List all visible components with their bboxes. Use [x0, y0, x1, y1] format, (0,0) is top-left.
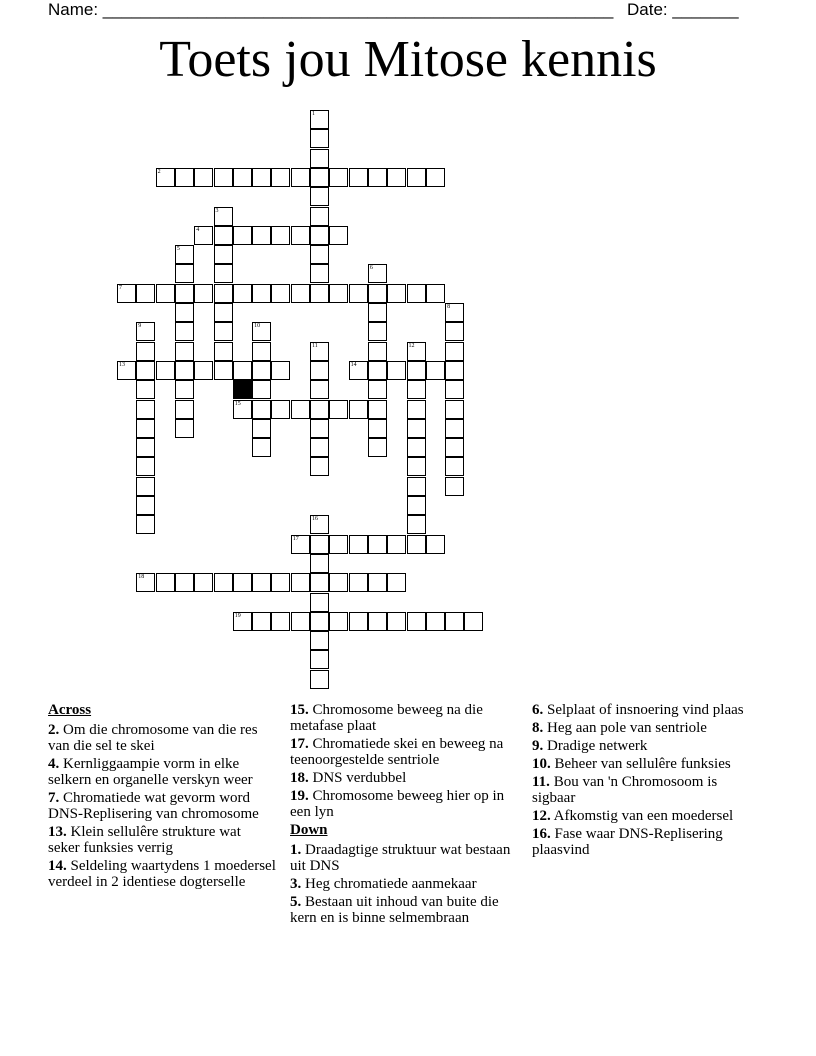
crossword-cell[interactable]: [136, 515, 155, 534]
crossword-cell[interactable]: [175, 322, 194, 341]
crossword-cell[interactable]: [445, 361, 464, 380]
crossword-cell[interactable]: [310, 284, 329, 303]
crossword-cell[interactable]: [368, 361, 387, 380]
crossword-cell[interactable]: [233, 361, 252, 380]
crossword-cell[interactable]: [310, 457, 329, 476]
crossword-cell[interactable]: [136, 400, 155, 419]
crossword-cell[interactable]: [368, 535, 387, 554]
crossword-cell[interactable]: [252, 438, 271, 457]
clue-number: 13.: [48, 824, 67, 840]
down-clue: [532, 738, 762, 754]
across-clue: [48, 756, 276, 788]
crossword-cell[interactable]: [233, 400, 252, 419]
crossword-cell[interactable]: [445, 342, 464, 361]
crossword-cell[interactable]: [310, 168, 329, 187]
crossword-cell[interactable]: [368, 612, 387, 631]
crossword-cell[interactable]: [407, 515, 426, 534]
clue-text: Chromosome beweeg na die metafase plaat: [290, 702, 483, 734]
crossword-cell[interactable]: [368, 342, 387, 361]
cell-number: 11: [312, 342, 318, 349]
crossword-cell[interactable]: [310, 207, 329, 226]
crossword-cell[interactable]: [156, 284, 175, 303]
crossword-cell[interactable]: [426, 168, 445, 187]
crossword-cell[interactable]: [445, 303, 464, 322]
crossword-cell[interactable]: [310, 554, 329, 573]
crossword-cell[interactable]: [252, 612, 271, 631]
crossword-cell[interactable]: [349, 535, 368, 554]
clue-text: Kernliggaampie vorm in elke selkern en organelle verskyn weer: [48, 756, 253, 788]
crossword-cell[interactable]: [329, 612, 348, 631]
crossword-cell[interactable]: [445, 322, 464, 341]
cell-number: 12: [408, 342, 415, 349]
crossword-cell[interactable]: [156, 361, 175, 380]
clue-text: Seldeling waartydens 1 moedersel verdeel in 2 identiese dogterselle: [48, 858, 276, 890]
crossword-cell[interactable]: [445, 380, 464, 399]
crossword-cell[interactable]: [407, 400, 426, 419]
page-title: Toets jou Mitose kennis: [159, 31, 657, 88]
across-clue: [290, 770, 518, 786]
clue-number: 6.: [532, 702, 544, 718]
crossword-cell[interactable]: [310, 612, 329, 631]
crossword-cell[interactable]: [117, 284, 136, 303]
across-heading: Across: [48, 702, 92, 718]
cell-number: 2: [157, 168, 161, 175]
crossword-cell[interactable]: [329, 573, 348, 592]
crossword-cell[interactable]: [426, 535, 445, 554]
crossword-cell[interactable]: [368, 419, 387, 438]
down-clue: [290, 894, 518, 926]
crossword-cell[interactable]: [368, 303, 387, 322]
crossword-cell[interactable]: [252, 168, 271, 187]
cell-number: 17: [292, 535, 299, 542]
crossword-cell[interactable]: [310, 438, 329, 457]
crossword-cell[interactable]: [310, 515, 329, 534]
crossword-cell[interactable]: [426, 284, 445, 303]
crossword-cell[interactable]: [214, 264, 233, 283]
clue-number: 17.: [290, 736, 309, 752]
crossword-cell[interactable]: [445, 400, 464, 419]
crossword-cell[interactable]: [136, 438, 155, 457]
clues-column-2: [290, 702, 518, 928]
name-field-label: Name: ______________________________________________________: [48, 0, 614, 19]
crossword-cell[interactable]: [310, 400, 329, 419]
crossword-cell[interactable]: [349, 573, 368, 592]
crossword-cell[interactable]: [426, 612, 445, 631]
cell-number: 18: [138, 574, 145, 581]
crossword-cell[interactable]: [310, 535, 329, 554]
crossword-cell[interactable]: [329, 535, 348, 554]
down-clue: [532, 756, 762, 772]
clue-text: Om die chromosome van die res van die sel te skei: [48, 722, 258, 754]
crossword-cell[interactable]: [387, 361, 406, 380]
crossword-cell[interactable]: [445, 419, 464, 438]
cell-number: 13: [119, 361, 125, 368]
crossword-cell[interactable]: [407, 535, 426, 554]
crossword-cell[interactable]: [464, 612, 483, 631]
crossword-cell[interactable]: [368, 264, 387, 283]
cell-number: 6: [369, 265, 373, 272]
crossword-cell[interactable]: [233, 573, 252, 592]
crossword-cell[interactable]: [310, 129, 329, 148]
crossword-cell[interactable]: [175, 342, 194, 361]
crossword-cell[interactable]: [136, 496, 155, 515]
crossword-cell[interactable]: [214, 573, 233, 592]
crossword-cell[interactable]: [407, 477, 426, 496]
crossword-cell[interactable]: [407, 419, 426, 438]
clue-text: Selplaat of insnoering vind plaas: [543, 702, 744, 718]
crossword-cell[interactable]: [387, 573, 406, 592]
crossword-cell[interactable]: [310, 650, 329, 669]
crossword-cell[interactable]: [291, 284, 310, 303]
crossword-cell[interactable]: [175, 168, 194, 187]
crossword-cell[interactable]: [252, 400, 271, 419]
crossword-cell[interactable]: [252, 419, 271, 438]
crossword-cell[interactable]: [310, 264, 329, 283]
down-clue: [290, 876, 518, 892]
crossword-cell[interactable]: [136, 322, 155, 341]
down-clue: [290, 842, 518, 874]
crossword-cell[interactable]: [214, 303, 233, 322]
crossword-cell[interactable]: [445, 612, 464, 631]
crossword-cell[interactable]: [349, 612, 368, 631]
crossword-cell[interactable]: [233, 284, 252, 303]
crossword-cell[interactable]: [310, 342, 329, 361]
clue-text: Beheer van sellulêre funksies: [550, 756, 731, 772]
crossword-cell[interactable]: [368, 284, 387, 303]
across-clue: [48, 722, 276, 754]
crossword-cell[interactable]: [175, 303, 194, 322]
crossword-cell[interactable]: [194, 226, 213, 245]
crossword-cell[interactable]: [136, 361, 155, 380]
down-clue: [532, 702, 762, 718]
crossword-cell[interactable]: [252, 361, 271, 380]
cell-number: 15: [234, 400, 241, 407]
down-clue: [532, 774, 762, 806]
crossword-cell[interactable]: [136, 573, 155, 592]
across-clue: [290, 788, 518, 820]
cell-number: 1: [312, 111, 315, 117]
crossword-cell[interactable]: [271, 612, 290, 631]
blocked-cell: [233, 380, 252, 399]
crossword-cell[interactable]: [407, 380, 426, 399]
crossword-cell[interactable]: [387, 284, 406, 303]
clue-text: Bou van 'n Chromosoom is sigbaar: [532, 774, 718, 806]
crossword-cell[interactable]: [349, 361, 368, 380]
crossword-cell[interactable]: [136, 380, 155, 399]
crossword-cell[interactable]: [368, 438, 387, 457]
date-field-label: Date: _______: [627, 0, 739, 19]
clue-text: Chromatiede skei en beweeg na teenoorgestelde sentriole: [290, 736, 504, 768]
crossword-cell[interactable]: [407, 284, 426, 303]
crossword-cell[interactable]: [271, 226, 290, 245]
crossword-cell[interactable]: [233, 168, 252, 187]
crossword-cell[interactable]: [117, 361, 136, 380]
crossword-cell[interactable]: [252, 284, 271, 303]
crossword-cell[interactable]: [136, 284, 155, 303]
crossword-cell[interactable]: [271, 400, 290, 419]
crossword-cell[interactable]: [445, 457, 464, 476]
clue-number: 16.: [532, 826, 551, 842]
crossword-cell[interactable]: [368, 168, 387, 187]
crossword-cell[interactable]: [136, 477, 155, 496]
down-clue: [532, 826, 762, 858]
across-clue: [48, 790, 276, 822]
crossword-cell[interactable]: [175, 419, 194, 438]
crossword-cell[interactable]: [194, 361, 213, 380]
crossword-cell[interactable]: [368, 380, 387, 399]
clue-number: 1.: [290, 842, 302, 858]
across-clue: [290, 736, 518, 768]
down-heading: Down: [290, 822, 328, 838]
clues-column-3: [532, 702, 762, 860]
crossword-cell[interactable]: [445, 477, 464, 496]
crossword-cell[interactable]: [136, 419, 155, 438]
clue-text: Heg aan pole van sentriole: [543, 720, 707, 736]
crossword-cell[interactable]: [310, 631, 329, 650]
cell-number: 14: [350, 361, 357, 368]
crossword-cell[interactable]: [310, 245, 329, 264]
cell-number: 16: [312, 516, 318, 523]
crossword-cell[interactable]: [407, 457, 426, 476]
clue-text: Draadagtige struktuur wat bestaan uit DNS: [290, 842, 511, 874]
clue-text: Dradige netwerk: [543, 738, 648, 754]
crossword-cell[interactable]: [175, 380, 194, 399]
cell-number: 3: [215, 207, 219, 214]
crossword-cell[interactable]: [310, 361, 329, 380]
crossword-cell[interactable]: [349, 284, 368, 303]
crossword-cell[interactable]: [291, 573, 310, 592]
crossword-cell[interactable]: [175, 284, 194, 303]
crossword-cell[interactable]: [233, 612, 252, 631]
crossword-cell[interactable]: [214, 361, 233, 380]
crossword-cell[interactable]: [156, 168, 175, 187]
clues-column-1: [48, 702, 276, 892]
crossword-cell[interactable]: [368, 400, 387, 419]
crossword-cell[interactable]: [252, 322, 271, 341]
clue-number: 18.: [290, 770, 309, 786]
down-clue: [532, 720, 762, 736]
crossword-cell[interactable]: [214, 207, 233, 226]
crossword-cell[interactable]: [329, 226, 348, 245]
crossword-cell[interactable]: [175, 361, 194, 380]
crossword-cell[interactable]: [175, 264, 194, 283]
crossword-cell[interactable]: [291, 612, 310, 631]
crossword-cell[interactable]: [387, 612, 406, 631]
clue-number: 11.: [532, 774, 550, 790]
crossword-cell[interactable]: [252, 380, 271, 399]
crossword-cell[interactable]: [310, 149, 329, 168]
crossword-cell[interactable]: [349, 400, 368, 419]
clue-text: Chromosome beweeg hier op in een lyn: [290, 788, 505, 820]
crossword-cell[interactable]: [310, 187, 329, 206]
crossword-cell[interactable]: [271, 361, 290, 380]
crossword-cell[interactable]: [136, 342, 155, 361]
crossword-cell[interactable]: [271, 573, 290, 592]
crossword-cell[interactable]: [310, 573, 329, 592]
crossword-cell[interactable]: [291, 400, 310, 419]
clue-number: 9.: [532, 738, 544, 754]
crossword-cell[interactable]: [407, 438, 426, 457]
clue-text: Fase waar DNS-Replisering plaasvind: [532, 826, 723, 858]
clue-text: Klein sellulêre strukture wat seker funksies verrig: [48, 824, 241, 856]
across-clue: [48, 824, 276, 856]
crossword-cell[interactable]: [291, 226, 310, 245]
crossword-cell[interactable]: [387, 535, 406, 554]
crossword-cell[interactable]: [407, 612, 426, 631]
crossword-cell[interactable]: [233, 226, 252, 245]
cell-number: 5: [176, 246, 180, 253]
crossword-cell[interactable]: [214, 245, 233, 264]
clue-text: DNS verdubbel: [308, 770, 407, 786]
crossword-cell[interactable]: [349, 168, 368, 187]
crossword-cell[interactable]: [407, 361, 426, 380]
crossword-cell[interactable]: [407, 168, 426, 187]
crossword-cell[interactable]: [194, 573, 213, 592]
crossword-cell[interactable]: [252, 573, 271, 592]
crossword-cell[interactable]: [310, 593, 329, 612]
crossword-cell[interactable]: [252, 226, 271, 245]
cell-number: 10: [254, 323, 261, 330]
crossword-cell[interactable]: [407, 496, 426, 515]
crossword-cell[interactable]: [271, 168, 290, 187]
clue-number: 19.: [290, 788, 309, 804]
crossword-cell[interactable]: [407, 342, 426, 361]
crossword-cell[interactable]: [271, 284, 290, 303]
clue-number: 12.: [532, 808, 551, 824]
clue-number: 14.: [48, 858, 67, 874]
crossword-cell[interactable]: [291, 168, 310, 187]
crossword-cell[interactable]: [194, 168, 213, 187]
crossword-cell[interactable]: [214, 284, 233, 303]
clue-number: 5.: [290, 894, 302, 910]
crossword-cell[interactable]: [175, 400, 194, 419]
crossword-cell[interactable]: [310, 110, 329, 129]
crossword-cell[interactable]: [329, 168, 348, 187]
clue-number: 15.: [290, 702, 309, 718]
across-clue: [290, 702, 518, 734]
crossword-cell[interactable]: [175, 573, 194, 592]
crossword-cell[interactable]: [310, 670, 329, 689]
crossword-cell[interactable]: [136, 457, 155, 476]
clue-number: 4.: [48, 756, 60, 772]
crossword-cell[interactable]: [310, 226, 329, 245]
clue-text: Chromatiede wat gevorm word DNS-Replisering van chromosome: [48, 790, 259, 822]
crossword-cell[interactable]: [175, 245, 194, 264]
crossword-cell[interactable]: [426, 361, 445, 380]
cell-number: 7: [119, 284, 122, 291]
crossword-cell[interactable]: [214, 226, 233, 245]
clue-number: 8.: [532, 720, 544, 736]
clue-text: Bestaan uit inhoud van buite die kern en is binne selmembraan: [290, 894, 499, 926]
crossword-cell[interactable]: [387, 168, 406, 187]
cell-number: 8: [447, 304, 451, 310]
cell-number: 19: [234, 612, 241, 619]
crossword-cell[interactable]: [310, 380, 329, 399]
cell-number: 9: [138, 323, 142, 330]
crossword-cell[interactable]: [329, 400, 348, 419]
crossword-cell[interactable]: [214, 322, 233, 341]
clue-number: 10.: [532, 756, 551, 772]
crossword-cell[interactable]: [368, 322, 387, 341]
crossword-cell[interactable]: [329, 284, 348, 303]
down-clue: [532, 808, 762, 824]
clue-text: Heg chromatiede aanmekaar: [301, 876, 477, 892]
crossword-cell[interactable]: [310, 419, 329, 438]
crossword-cell[interactable]: [252, 342, 271, 361]
crossword-cell[interactable]: [291, 535, 310, 554]
crossword-cell[interactable]: [445, 438, 464, 457]
crossword-cell[interactable]: [214, 342, 233, 361]
across-clue: [48, 858, 276, 890]
clue-number: 3.: [290, 876, 302, 892]
crossword-cell[interactable]: [214, 168, 233, 187]
crossword-cell[interactable]: [156, 573, 175, 592]
crossword-cell[interactable]: [194, 284, 213, 303]
cell-number: 4: [196, 226, 200, 233]
clue-number: 7.: [48, 790, 60, 806]
crossword-cell[interactable]: [368, 573, 387, 592]
clue-number: 2.: [48, 722, 60, 738]
clue-text: Afkomstig van een moedersel: [550, 808, 734, 824]
